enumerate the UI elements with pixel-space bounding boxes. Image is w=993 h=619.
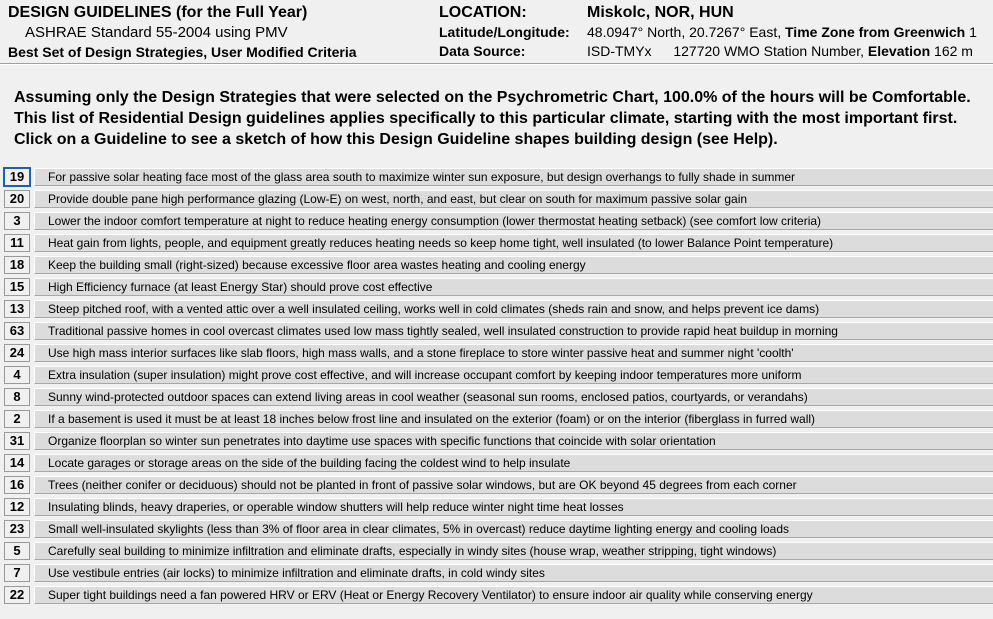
guideline-row[interactable] xyxy=(0,386,993,408)
guideline-text-button[interactable]: Use high mass interior surfaces like slab floors, high mass walls, and a stone fireplace to store winter passive heat and summer night 'coolth' xyxy=(34,344,993,362)
latlon-value: 48.0947° North, 20.7267° East, xyxy=(587,24,782,40)
guideline-number-button[interactable]: 8 xyxy=(4,388,30,406)
guideline-number-button[interactable]: 12 xyxy=(4,498,30,516)
guideline-row[interactable] xyxy=(0,320,993,342)
guideline-text-button[interactable]: Use vestibule entries (air locks) to minimize infiltration and eliminate drafts, in cold windy sites xyxy=(34,564,993,582)
guideline-text-button[interactable]: High Efficiency furnace (at least Energy Star) should prove cost effective xyxy=(34,278,993,296)
elevation-value: 162 m xyxy=(934,43,973,59)
location-value: Miskolc, NOR, HUN xyxy=(587,4,734,21)
guideline-number-button[interactable]: 11 xyxy=(4,234,30,252)
intro-line-2: This list of Residential Design guidelines applies specifically to this particular climate, starting with the most important first. xyxy=(14,110,958,127)
guideline-number-button[interactable]: 31 xyxy=(4,432,30,450)
guideline-row[interactable] xyxy=(0,166,993,188)
guideline-row[interactable] xyxy=(0,496,993,518)
location-label: LOCATION: xyxy=(439,4,527,21)
guideline-text-button[interactable]: For passive solar heating face most of the glass area south to maximize winter sun exposure, but design overhangs to fully shade in summer xyxy=(34,168,993,186)
guideline-number-button[interactable]: 24 xyxy=(4,344,30,362)
intro-line-1: Assuming only the Design Strategies that were selected on the Psychrometric Chart, 100.0% of the hours will be Comfortable. xyxy=(14,89,971,106)
guideline-number-button[interactable]: 13 xyxy=(4,300,30,318)
guideline-row[interactable] xyxy=(0,342,993,364)
timezone-value: 1 xyxy=(969,24,977,40)
guideline-row[interactable] xyxy=(0,188,993,210)
report-header xyxy=(0,0,993,63)
elevation-label: Elevation xyxy=(867,43,931,59)
guideline-number-button[interactable]: 15 xyxy=(4,278,30,296)
guideline-row[interactable] xyxy=(0,562,993,584)
data-source-line xyxy=(587,43,973,59)
guideline-text-button[interactable]: Heat gain from lights, people, and equipment greatly reduces heating needs so keep home tight, well insulated (to lower Balance Point temperature) xyxy=(34,234,993,252)
guideline-row[interactable] xyxy=(0,210,993,232)
guideline-number-button[interactable]: 19 xyxy=(3,167,31,187)
guideline-number-button[interactable]: 23 xyxy=(4,520,30,538)
guideline-row[interactable] xyxy=(0,452,993,474)
guideline-number-button[interactable]: 4 xyxy=(4,366,30,384)
guideline-text-button[interactable]: Carefully seal building to minimize infiltration and eliminate drafts, especially in windy sites (house wrap, weather stripping, tight windows) xyxy=(34,542,993,560)
guideline-text-button[interactable]: Keep the building small (right-sized) because excessive floor area wastes heating and cooling energy xyxy=(34,256,993,274)
guideline-text-button[interactable]: Extra insulation (super insulation) might prove cost effective, and will increase occupant comfort by keeping indoor temperatures more uniform xyxy=(34,366,993,384)
guideline-text-button[interactable]: Traditional passive homes in cool overcast climates used low mass tightly sealed, well insulated construction to provide rapid heat buildup in morning xyxy=(34,322,993,340)
guideline-row[interactable] xyxy=(0,518,993,540)
guideline-text-button[interactable]: Organize floorplan so winter sun penetrates into daytime use spaces with specific functions that coincide with solar orientation xyxy=(34,432,993,450)
guideline-row[interactable] xyxy=(0,364,993,386)
header-divider xyxy=(0,63,993,65)
data-source-value: ISD-TMYx xyxy=(587,43,652,59)
guideline-text-button[interactable]: Small well-insulated skylights (less than 3% of floor area in clear climates, 5% in overcast) reduce daytime lighting energy and cooling loads xyxy=(34,520,993,538)
intro-line-3: Click on a Guideline to see a sketch of how this Design Guideline shapes building design (see Help). xyxy=(14,131,778,148)
timezone-label: Time Zone from Greenwich xyxy=(785,24,966,40)
guideline-number-button[interactable]: 63 xyxy=(4,322,30,340)
guideline-row[interactable] xyxy=(0,276,993,298)
report-title: DESIGN GUIDELINES (for the Full Year) xyxy=(8,4,308,21)
guideline-number-button[interactable]: 20 xyxy=(4,190,30,208)
guideline-text-button[interactable]: Lower the indoor comfort temperature at night to reduce heating energy consumption (lower thermostat heating setback) (see comfort low criteria) xyxy=(34,212,993,230)
guideline-row[interactable] xyxy=(0,408,993,430)
comfort-standard: ASHRAE Standard 55-2004 using PMV xyxy=(25,24,288,41)
guideline-row[interactable] xyxy=(0,232,993,254)
guideline-number-button[interactable]: 14 xyxy=(4,454,30,472)
guideline-number-button[interactable]: 16 xyxy=(4,476,30,494)
guideline-row[interactable] xyxy=(0,474,993,496)
guideline-text-button[interactable]: Steep pitched roof, with a vented attic over a well insulated ceiling, works well in cold climates (sheds rain and snow, and helps prevent ice dams) xyxy=(34,300,993,318)
station-number: 127720 WMO Station Number, xyxy=(673,43,864,59)
guideline-number-button[interactable]: 7 xyxy=(4,564,30,582)
guideline-text-button[interactable]: Insulating blinds, heavy draperies, or operable window shutters will help reduce winter night time heat losses xyxy=(34,498,993,516)
guideline-row[interactable] xyxy=(0,430,993,452)
latlon-label: Latitude/Longitude: xyxy=(439,24,570,40)
intro-text xyxy=(14,87,971,150)
guideline-number-button[interactable]: 2 xyxy=(4,410,30,428)
guideline-row[interactable] xyxy=(0,298,993,320)
guideline-text-button[interactable]: Locate garages or storage areas on the side of the building facing the coldest wind to help insulate xyxy=(34,454,993,472)
guideline-text-button[interactable]: If a basement is used it must be at least 18 inches below frost line and insulated on the exterior (foam) or on the interior (fiberglass in furred wall) xyxy=(34,410,993,428)
latlon-line xyxy=(587,24,977,40)
guideline-row[interactable] xyxy=(0,584,993,606)
guideline-number-button[interactable]: 3 xyxy=(4,212,30,230)
guideline-text-button[interactable]: Sunny wind-protected outdoor spaces can extend living areas in cool weather (seasonal sun rooms, enclosed patios, courtyards, or verandahs) xyxy=(34,388,993,406)
strategy-set: Best Set of Design Strategies, User Modified Criteria xyxy=(8,44,357,60)
data-source-label: Data Source: xyxy=(439,43,526,59)
guideline-text-button[interactable]: Trees (neither conifer or deciduous) should not be planted in front of passive solar windows, but are OK beyond 45 degrees from each corner xyxy=(34,476,993,494)
guideline-number-button[interactable]: 22 xyxy=(4,586,30,604)
guideline-row[interactable] xyxy=(0,254,993,276)
guideline-text-button[interactable]: Provide double pane high performance glazing (Low-E) on west, north, and east, but clear on south for maximum passive solar gain xyxy=(34,190,993,208)
guideline-row[interactable] xyxy=(0,540,993,562)
guideline-text-button[interactable]: Super tight buildings need a fan powered HRV or ERV (Heat or Energy Recovery Ventilator) to ensure indoor air quality while conserving energy xyxy=(34,586,993,604)
guideline-number-button[interactable]: 5 xyxy=(4,542,30,560)
guideline-number-button[interactable]: 18 xyxy=(4,256,30,274)
